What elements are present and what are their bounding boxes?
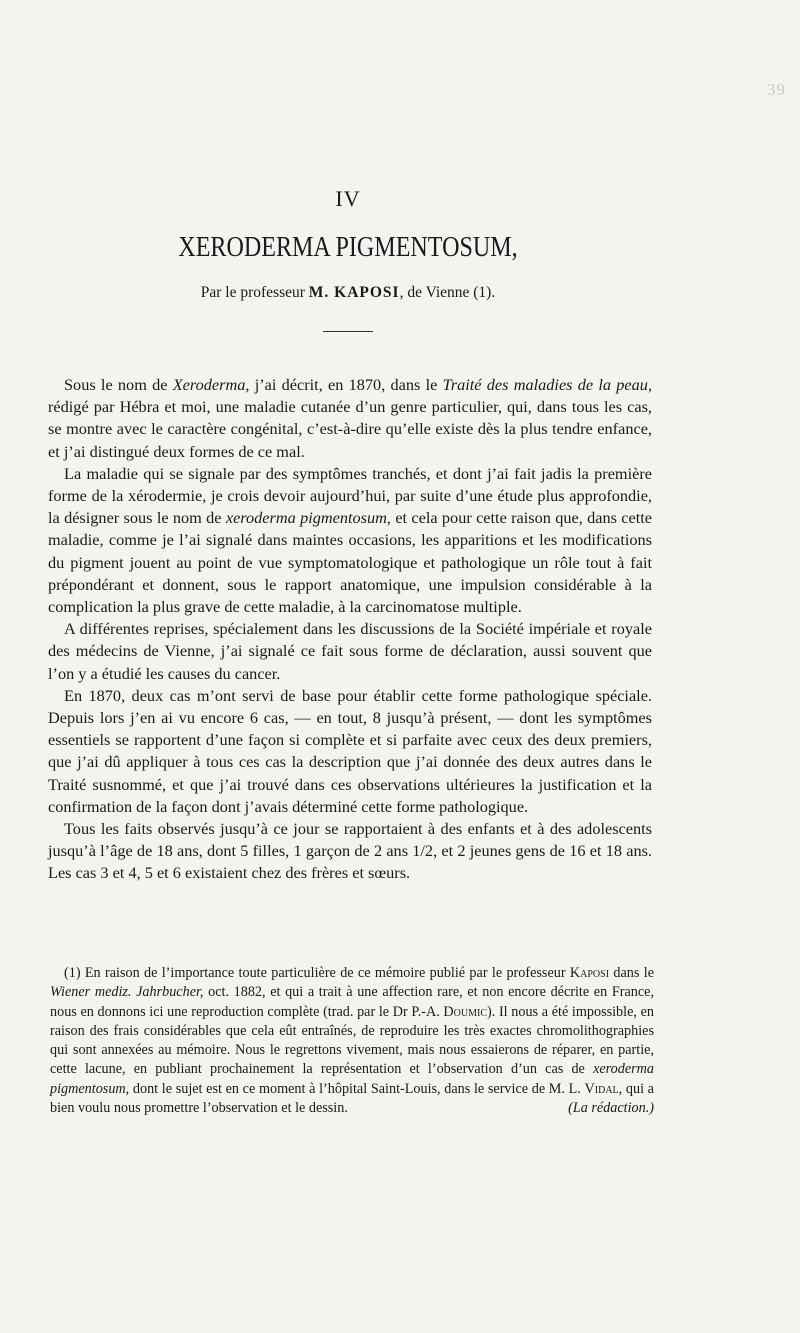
byline xyxy=(0,284,696,302)
footnote-credit: (La rédaction.) xyxy=(568,1100,654,1117)
byline-prefix: Par le professeur xyxy=(200,284,305,301)
title-rule xyxy=(323,331,373,332)
text-run: dont le sujet est en ce moment à l’hôpital Saint-Louis, dans le service de M. L. xyxy=(129,1080,585,1097)
text-run: dans le xyxy=(609,965,654,981)
article-body xyxy=(48,374,652,885)
text-run-italic: Xeroderma, xyxy=(172,375,250,394)
page-number: 39 xyxy=(767,80,786,99)
text-run: , qui a bien voulu nous promettre l’observation et le dessin. xyxy=(50,1080,654,1117)
text-run: Sous le nom de xyxy=(64,375,173,394)
text-run-italic: xeroderma pigmentosum, xyxy=(50,1061,654,1097)
paragraph-1 xyxy=(48,374,652,463)
chapter-number: IV xyxy=(335,186,361,211)
text-run: oct. 1882, et qui a trait à une affection rare, et non encore décrite en France, nous en donnons ici une reproduction complète (trad. par le Dr P.-A. xyxy=(50,984,654,1020)
paragraph-5: Tous les faits observés jusqu’à ce jour se rapportaient à des enfants et à des adolescents jusqu’à l’âge de 18 ans, dont 5 filles, 1 garçon de 2 ans 1/2, et 2 jeunes gens de 16 et 18 ans. Les cas 3 et 4, 5 et 6 existaient chez des frères et sœurs. xyxy=(48,819,652,883)
text-run-italic: xeroderma pigmentosum, xyxy=(225,508,391,528)
paragraph-3: A différentes reprises, spécialement dans les discussions de la Société impériale et royale des médecins de Vienne, j’ai signalé ce fait sous forme de déclaration, aussi souvent que l’on y a étudié les causes du cancer. xyxy=(48,619,652,683)
text-run-smallcaps: Kaposi xyxy=(569,965,610,981)
text-run: et cela pour cette raison que, dans cette maladie, comme je l’ai signalé dans maintes occasions, les apparitions et les modifications du pigment jouent au point de vue symptomatologique et pathologique un rôle tout à fait prépondérant et donnent, sous le rapport anatomique, une impulsion considérable à la complication la plus grave de cette maladie, à la carcinomatose multiple. xyxy=(48,508,653,617)
paragraph-4: En 1870, deux cas m’ont servi de base pour établir cette forme pathologique spéciale. Depuis lors j’en ai vu encore 6 cas, — en tout, 8 jusqu’à présent, — dont les symptômes essentiels se rapportent d’une façon si complète et si parfaite avec ceux des deux premiers, que j’ai dû appliquer à tous ces cas la description que j’ai donnée des deux autres dans le Traité susnommé, et que j’ai trouvé dans ces observations ultérieures la justification et la confirmation de la façon dont j’avais déterminé cette forme pathologique. xyxy=(48,685,652,816)
footnote xyxy=(50,964,654,1118)
article-title: XERODERMA PIGMENTOSUM, xyxy=(178,232,518,263)
footnote-text xyxy=(50,964,654,1118)
text-run-italic: Wiener mediz. Jahrbucher, xyxy=(50,984,204,1001)
text-run-smallcaps: Doumic xyxy=(443,1003,488,1020)
text-run: j’ai décrit, en 1870, dans le xyxy=(249,375,443,394)
text-run: La maladie qui se signale par des symptômes tranchés, et dont j’ai fait jadis la première forme de la xérodermie, je crois devoir aujourd’hui, par suite d’une étude plus approfondie, la désigner sous le nom de xyxy=(48,463,652,528)
byline-author: M. KAPOSI xyxy=(308,284,400,301)
text-run-smallcaps: Vidal xyxy=(584,1080,619,1097)
text-run-italic: Traité des maladies de la peau, xyxy=(442,375,653,394)
byline-suffix: , de Vienne (1). xyxy=(399,284,496,301)
text-run: (1) En raison de l’importance toute particulière de ce mémoire publié par le professeur xyxy=(64,965,570,981)
text-run: rédigé par Hébra et moi, une maladie cutanée d’un genre particulier, qui, dans tous les cas, se montre avec le caractère congénital, c’est-à-dire qu’elle existe dès la plus tendre enfance, et j’ai distingué deux formes de ce mal. xyxy=(48,397,652,461)
paragraph-2 xyxy=(48,463,652,618)
text-run: ). Il nous a été impossible, en raison des frais considérables que cela eût entraînés, de reproduire les très exactes chromolithographies qui sont annexées au mémoire. Nous le regrettons vivement, mais nous essaierons de réparer, en partie, cette lacune, en publiant prochainement la représentation et l’observation d’un cas de xyxy=(50,1003,654,1078)
